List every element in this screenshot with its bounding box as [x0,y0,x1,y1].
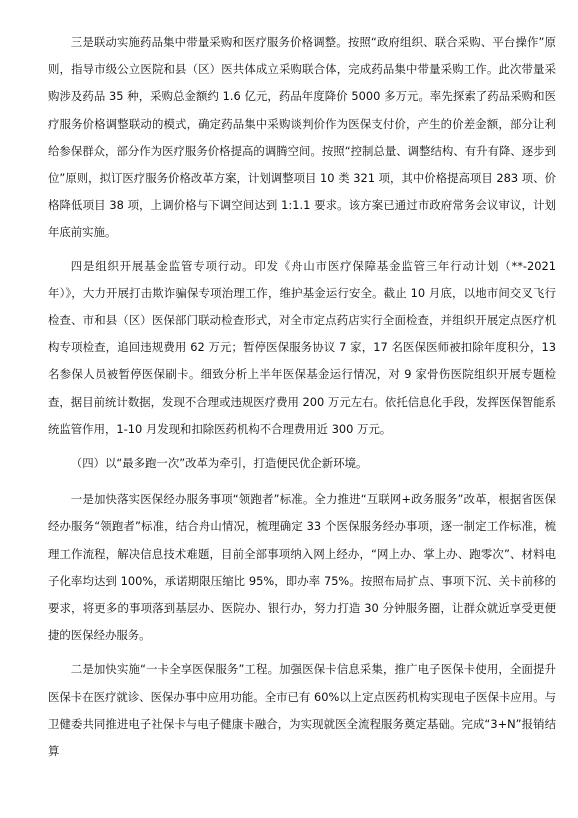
paragraph-fund-supervision: 四是组织开展基金监管专项行动。印发《舟山市医疗保障基金监管三年行动计划（**-2021 年）》，大力开展打击欺诈骗保专项治理工作，维护基金运行安全。截止 10 月底，以地市间交叉飞行检查、市和县（区）医保部门联动检查形式，对全市定点药店实行全面检查，并组织开展定点医疗机构专项检查，追回违规费用 62 万元；暂停医保服务协议 7 家，17 名医保医师被扣除年度积分，13 名参保人员被暂停医保刷卡。细致分析上半年医保基金运行情况，对 9 家骨伤医院组织开展专题检查，据目前统计数据，发现不合理或违规医疗费用 200 万元左右。依托信息化手段，发挥医保智能系统监管作用，1-10 月发现和扣除医药机构不合理费用近 300 万元。 [48,258,556,436]
paragraph-drug-procurement: 三是联动实施药品集中带量采购和医疗服务价格调整。按照“政府组织、联合采购、平台操作”原则，指导市级公立医院和县（区）医共体成立采购联合体，完成药品集中带量采购工作。此次带量采购涉及药品 35 种，采购总金额约 1.6 亿元，药品年度降价 5000 多万元。率先探索了药品采购和医疗服务价格调整联动的模式，确定药品集中采购谈判价作为医保支付价，产生的价差金额，部分让利给参保群众，部分作为医疗服务价格提高的调腾空间。按照“控制总量、调整结构、有升有降、逐步到位”原则，拟订医疗服务价格改革方案，计划调整项目 10 类 321 项，其中价格提高项目 283 项、价格降低项目 38 项，上调价格与下调空间达到 1:1.1 要求。该方案已通过市政府常务会议审议，计划年底前实施。 [48,35,556,240]
paragraph-service-standard: 一是加快落实医保经办服务事项“领跑者”标准。全力推进“互联网+政务服务”改革，根据省医保经办服务“领跑者”标准，结合舟山情况，梳理确定 33 个医保服务经办事项，逐一制定工作标准，梳理工作流程，解决信息技术难题，目前全部事项纳入网上经办，“网上办、掌上办、跑零次”、材料电子化率均达到 100%，承诺期限压缩比 95%，即办率 75%。按照布局扩点、事项下沉、关卡前移的要求，将更多的事项落到基层办、医院办、银行办，努力打造 30 分钟服务圈，让群众就近享受更便捷的医保经办服务。 [48,492,556,643]
document-page [48,29,556,765]
section-heading-run-once-reform: （四）以“最多跑一次”改革为牵引，打造便民优企新环境。 [70,456,368,471]
paragraph-one-card-service: 二是加快实施“一卡全享医保服务”工程。加强医保卡信息采集，推广电子医保卡使用，全面提升医保卡在医疗就诊、医保办事中应用功能。全市已有 60%以上定点医药机构实现电子医保卡应用。与卫健委共同推进电子社保卡与电子健康卡融合，为实现就医全流程服务奠定基础。完成“3+N”报销结算 [48,662,556,759]
